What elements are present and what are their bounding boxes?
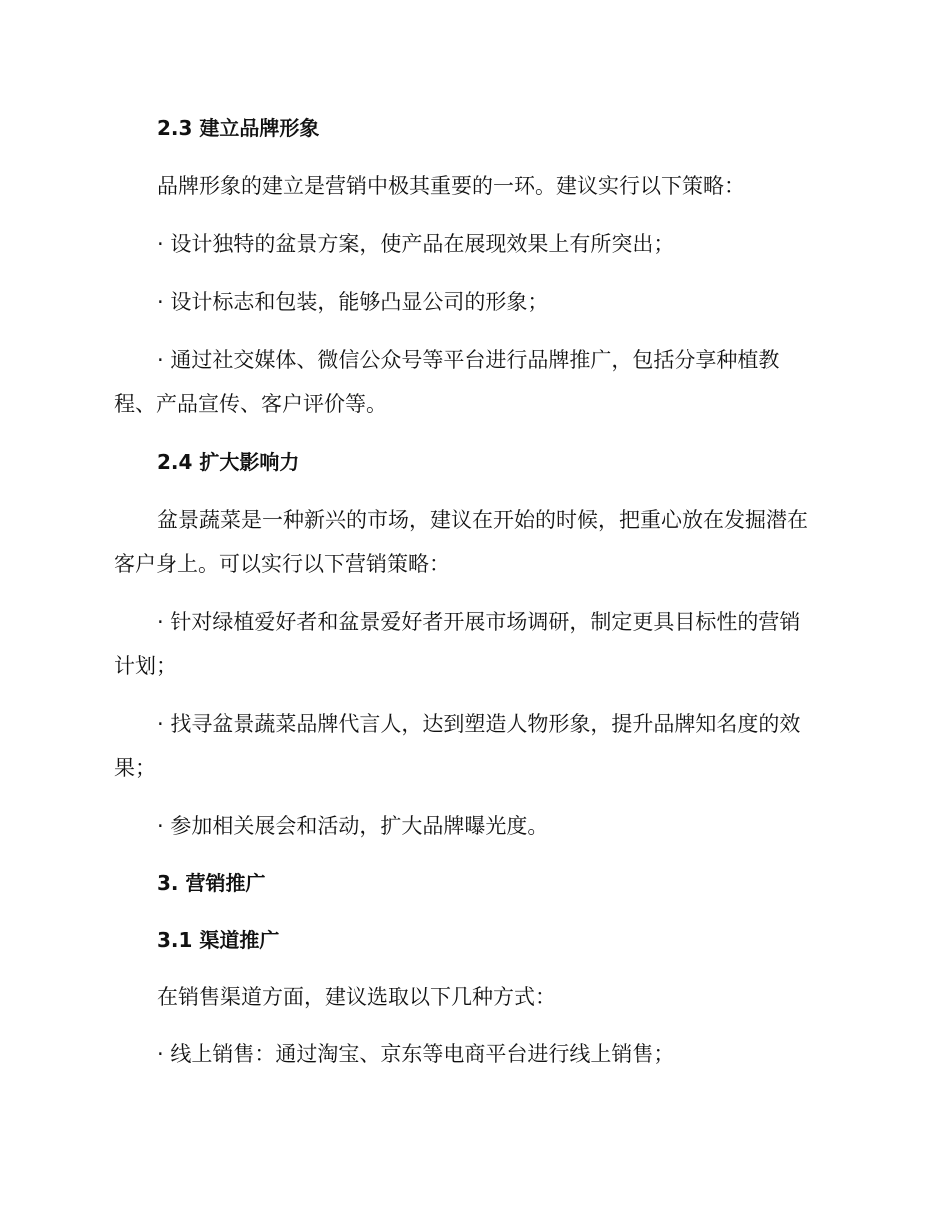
heading-2-3: 2.3 建立品牌形象: [157, 116, 320, 140]
paragraph-line: 盆景蔬菜是一种新兴的市场，建议在开始的时候，把重心放在发掘潜在: [157, 508, 808, 532]
bullet-item: · 设计独特的盆景方案，使产品在展现效果上有所突出；: [157, 232, 675, 256]
bullet-item: · 通过社交媒体、微信公众号等平台进行品牌推广，包括分享种植教: [157, 348, 780, 372]
bullet-item: · 参加相关展会和活动，扩大品牌曝光度。: [157, 814, 549, 838]
paragraph-line: 在销售渠道方面，建议选取以下几种方式：: [157, 985, 556, 1009]
paragraph-line: 品牌形象的建立是营销中极其重要的一环。建议实行以下策略：: [157, 174, 745, 198]
bullet-item-continuation: 程、产品宣传、客户评价等。: [114, 392, 387, 416]
bullet-item: · 设计标志和包装，能够凸显公司的形象；: [157, 290, 549, 314]
bullet-item: · 针对绿植爱好者和盆景爱好者开展市场调研，制定更具目标性的营销: [157, 610, 801, 634]
paragraph-line-continuation: 客户身上。可以实行以下营销策略：: [114, 552, 450, 576]
heading-3: 3. 营销推广: [157, 871, 266, 895]
bullet-item-continuation: 计划；: [114, 654, 177, 678]
bullet-item: · 找寻盆景蔬菜品牌代言人，达到塑造人物形象，提升品牌知名度的效: [157, 712, 801, 736]
heading-3-1: 3.1 渠道推广: [157, 928, 280, 952]
heading-2-4: 2.4 扩大影响力: [157, 450, 300, 474]
bullet-item-continuation: 果；: [114, 756, 156, 780]
bullet-item: · 线上销售：通过淘宝、京东等电商平台进行线上销售；: [157, 1042, 675, 1066]
